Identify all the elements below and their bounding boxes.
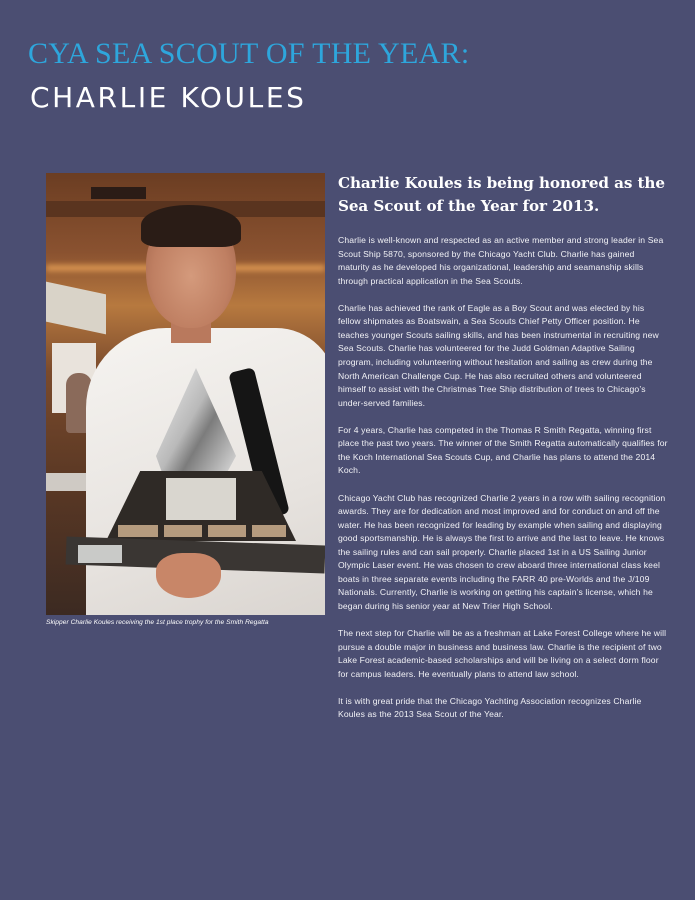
- trophy-nameplate: [118, 525, 158, 537]
- article-paragraph: Chicago Yacht Club has recognized Charlie 2 years in a row with sailing recognition awards. They are for dedication and most improved and for conduct on and off the water. He has been recognized for leading by example when sailing and displaying good sportsmanship. He is always the first to arrive and the last to leave. He knows the sailing rules and can sail properly. Charlie placed 1st in a US Sailing Junior Olympic Laser event. He was chosen to crew aboard three international class keel boats in three separate events including the FARR 40 pre-Worlds and the J/109 Nationals. Currently, Charlie is working on getting his captain’s license, which he began during his senior year at New Trier High School.: [338, 492, 666, 611]
- article-paragraph: It is with great pride that the Chicago Yachting Association recognizes Charlie Koules as the 2013 Sea Scout of the Year.: [338, 695, 642, 720]
- photo-caption: Skipper Charlie Koules receiving the 1st place trophy for the Smith Regatta: [46, 619, 269, 626]
- trophy-nameplate: [164, 525, 202, 537]
- trophy-nameplate: [208, 525, 246, 537]
- trophy-nameplate: [252, 525, 286, 537]
- photo-hair: [141, 205, 241, 247]
- page-title-name: CHARLIE KOULES: [30, 81, 307, 114]
- trophy-plinth-tag: [78, 545, 122, 563]
- article-paragraph: Charlie has achieved the rank of Eagle as a Boy Scout and was elected by his fellow shipmates as Boatswain, a Sea Scouts Chief Petty Officer position. He teaches younger Scouts sailing skills, and has been instrumental in recruiting new Sea Scouts. Charlie has volunteered for the Judd Goldman Adaptive Sailing program, including volunteering without hesitation and sailing as crew during the North American Challenge Cup. He has also recruited others and volunteered himself to assist with the Christmas Tree Ship distribution of trees to Chicago’s under-served families.: [338, 302, 659, 408]
- photo-hood: [46, 282, 106, 335]
- article-heading: Charlie Koules is being honored as the Sea Scout of the Year for 2013.: [338, 174, 665, 215]
- trophy-plaque: [166, 478, 236, 520]
- trophy-photo: [46, 173, 325, 615]
- page-kicker-title: CYA SEA SCOUT OF THE YEAR:: [28, 37, 470, 70]
- article-paragraph: For 4 years, Charlie has competed in the Thomas R Smith Regatta, winning first place the past two years. The winner of the Smith Regatta automatically qualifies for the Koch International Sea Scouts Cup, and Charlie has plans to attend the 2014 Koch.: [338, 424, 668, 476]
- photo-hand: [156, 553, 221, 598]
- article-paragraph: Charlie is well-known and respected as an active member and strong leader in Sea Scout Ship 5870, sponsored by the Chicago Yacht Club. Charlie has gained maturity as he developed his organizational, leadership and seamanship skills through practical application in the Sea Scouts.: [338, 235, 664, 286]
- photo-vent: [91, 187, 146, 199]
- article-body: [338, 172, 668, 736]
- article-paragraph: The next step for Charlie will be as a freshman at Lake Forest College where he will pursue a double major in business and business law. Charlie is the recipient of two Lake Forest academic-based scholarships and will be living on a select dorm floor for campus leaders. He eventually plans to attend law school.: [338, 628, 667, 679]
